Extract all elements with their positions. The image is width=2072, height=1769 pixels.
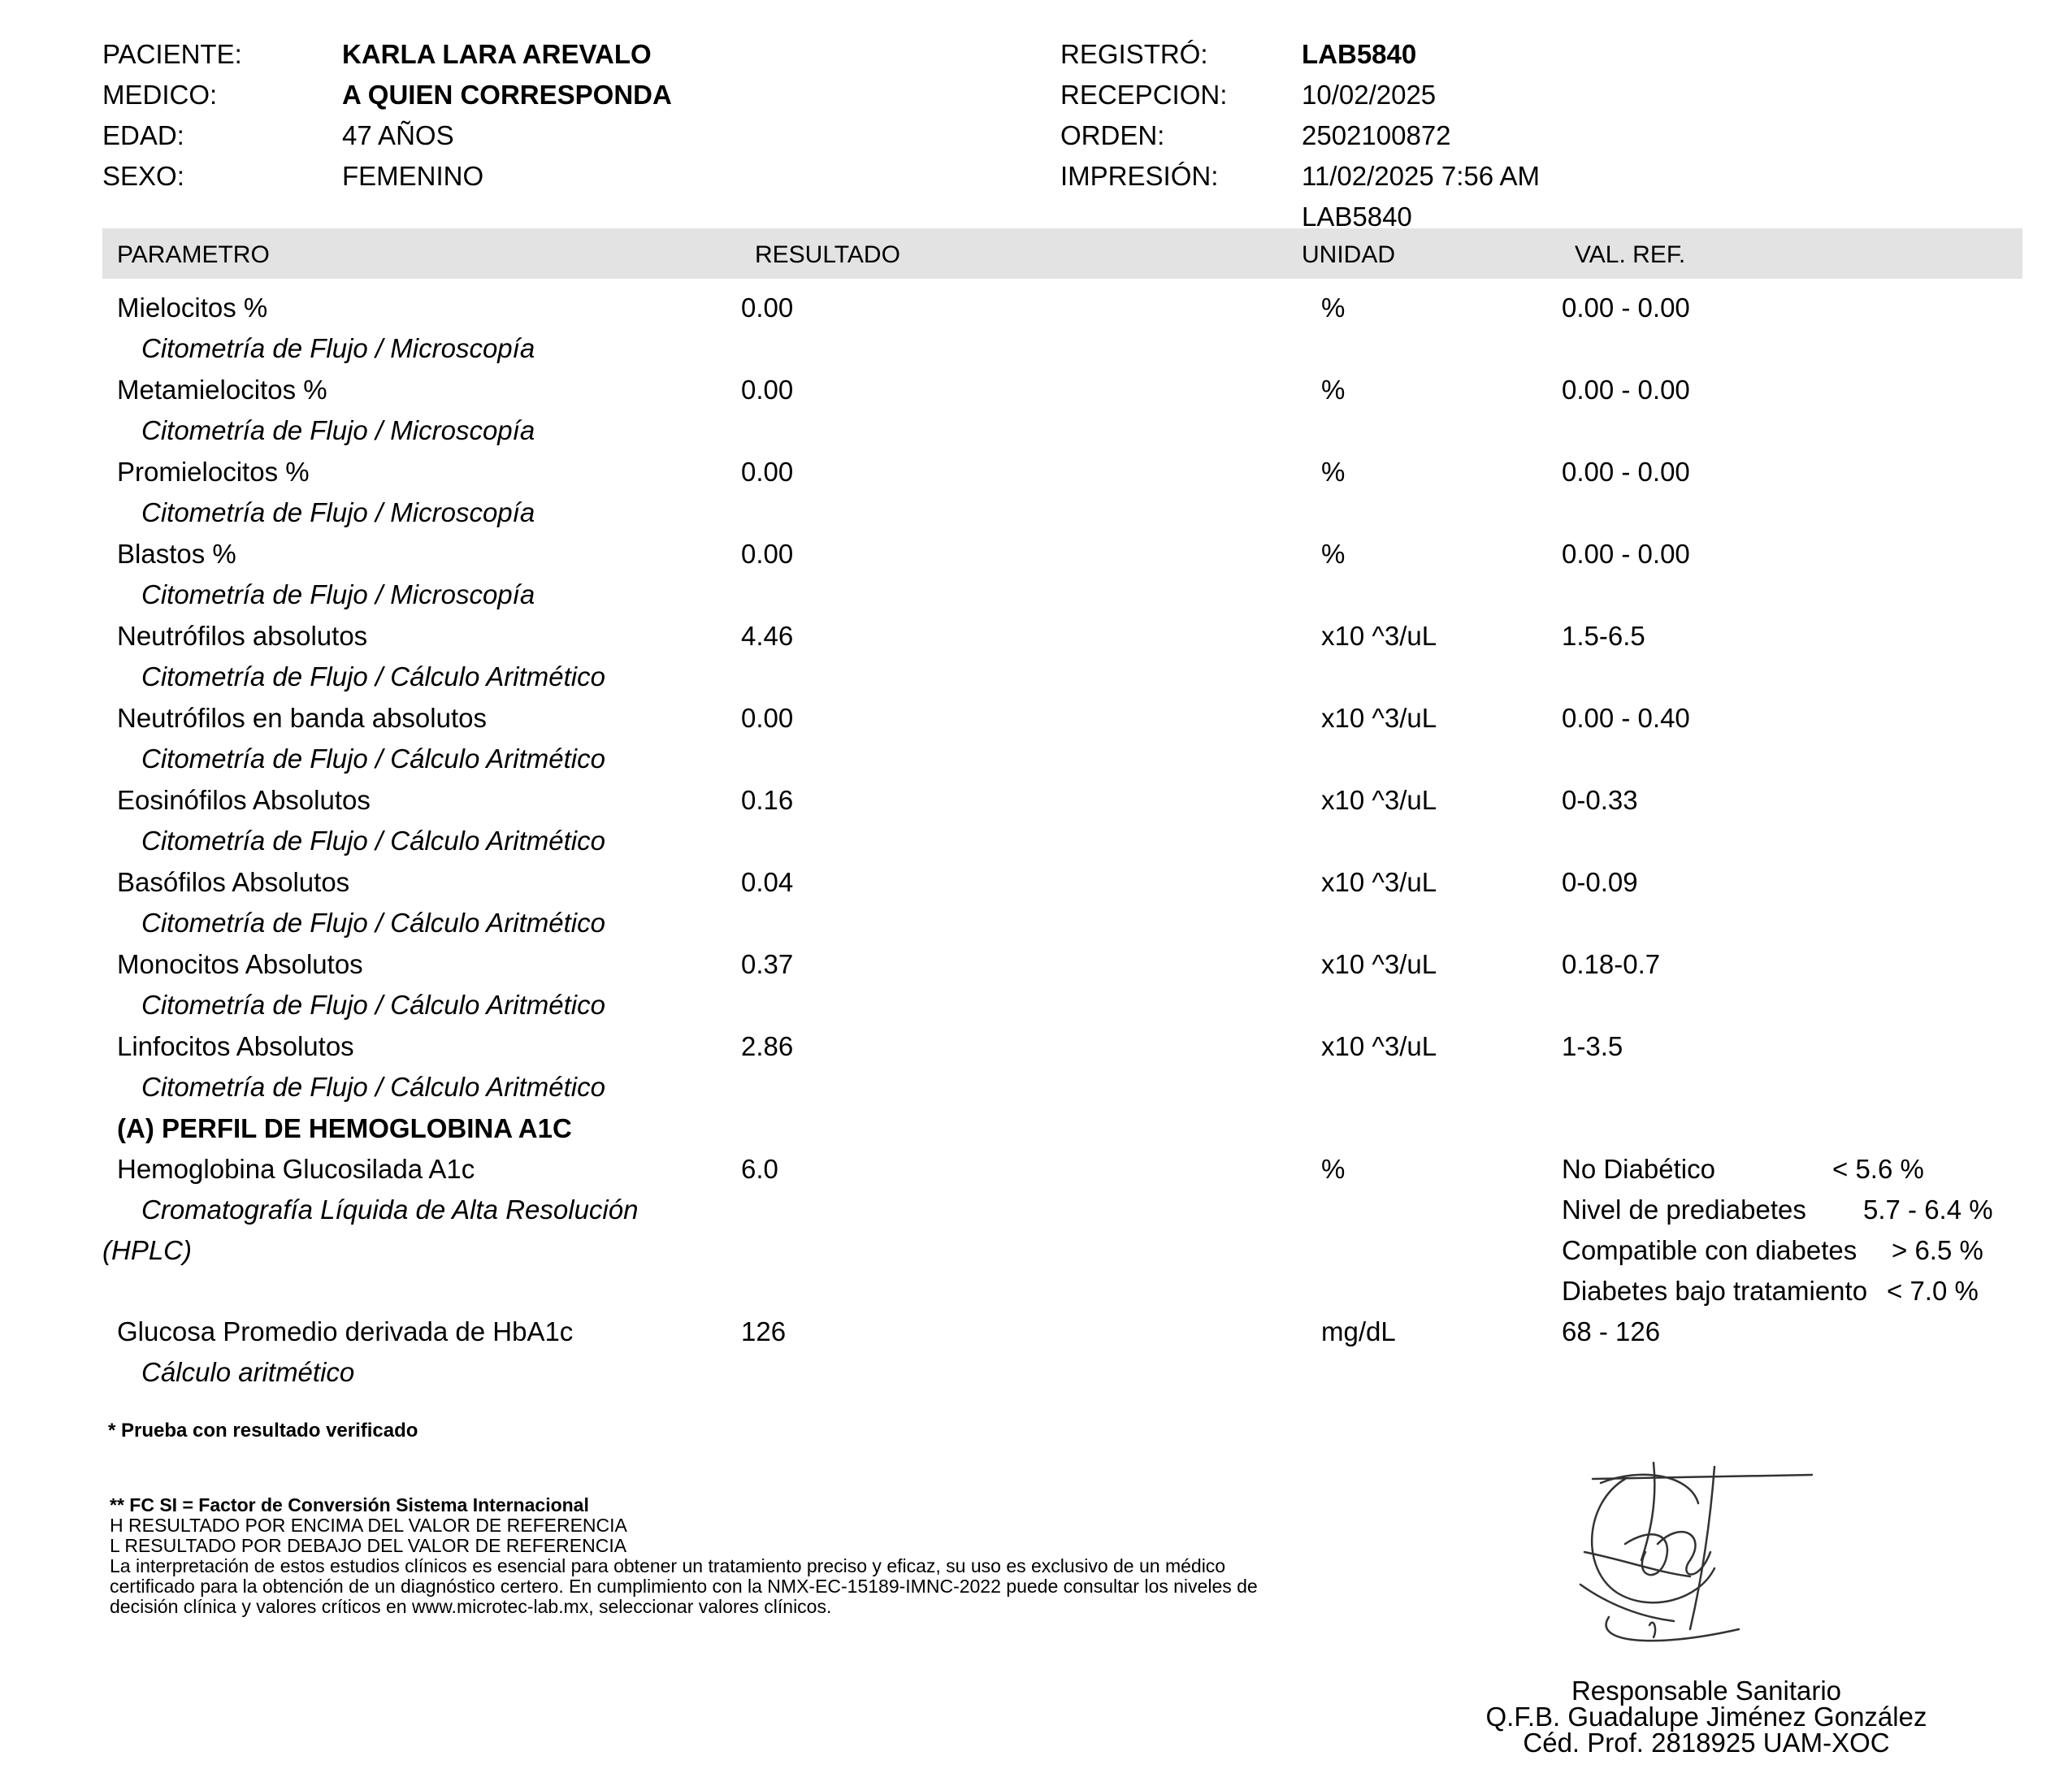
row-method: Citometría de Flujo / Microscopía — [141, 579, 535, 609]
row-method: Citometría de Flujo / Cálculo Aritmético — [141, 1072, 605, 1102]
glucosa-ref: 68 - 126 — [1562, 1316, 1661, 1346]
impresion-label: IMPRESIÓN: — [1060, 161, 1219, 191]
ref-value-tratamiento: < 7.0 % — [1887, 1276, 1979, 1306]
row-result: 0.00 — [741, 539, 794, 569]
row-result: 0.16 — [741, 785, 794, 815]
signature-role: Responsable Sanitario — [1571, 1676, 1842, 1706]
row-method: Citometría de Flujo / Microscopía — [141, 415, 535, 445]
glucosa-result: 126 — [741, 1316, 787, 1346]
row-unit: x10 ^3/uL — [1321, 703, 1437, 733]
edad-value: 47 AÑOS — [342, 120, 454, 150]
row-param: Mielocitos % — [117, 293, 268, 323]
row-unit: % — [1321, 375, 1346, 405]
row-result: 2.86 — [741, 1031, 794, 1061]
col-header-valref: VAL. REF. — [1575, 241, 1686, 268]
ref-label-tratamiento: Diabetes bajo tratamiento — [1562, 1276, 1868, 1306]
glucosa-param: Glucosa Promedio derivada de HbA1c — [117, 1316, 574, 1346]
signature-cedula: Céd. Prof. 2818925 UAM-XOC — [1523, 1728, 1890, 1758]
paciente-label: PACIENTE: — [102, 39, 242, 69]
l-note: L RESULTADO POR DEBAJO DEL VALOR DE REFERENCIA — [110, 1535, 627, 1556]
row-unit: x10 ^3/uL — [1321, 785, 1437, 815]
row-method: Citometría de Flujo / Microscopía — [141, 333, 535, 363]
registro-label: REGISTRÓ: — [1060, 39, 1208, 69]
row-param: Eosinófilos Absolutos — [117, 785, 371, 815]
glucosa-method: Cálculo aritmético — [141, 1357, 355, 1387]
disclaimer-line2: certificado para la obtención de un diagnóstico certero. En cumplimiento con la NMX-EC-15189-IMNC-2022 puede consultar los niveles de — [110, 1576, 1258, 1597]
row-ref: 0.00 - 0.00 — [1562, 293, 1690, 323]
row-result: 0.37 — [741, 949, 794, 979]
hba1c-method-line2: (HPLC) — [102, 1235, 193, 1265]
row-result: 0.00 — [741, 703, 794, 733]
fc-si-note: ** FC SI = Factor de Conversión Sistema Internacional — [110, 1494, 589, 1515]
row-ref: 0.00 - 0.00 — [1562, 539, 1690, 569]
row-ref: 0.00 - 0.40 — [1562, 703, 1690, 733]
impresion-user: LAB5840 — [1302, 202, 1412, 232]
row-ref: 1.5-6.5 — [1562, 621, 1645, 651]
row-method: Citometría de Flujo / Cálculo Aritmético — [141, 661, 605, 692]
medico-value: A QUIEN CORRESPONDA — [342, 80, 672, 110]
row-unit: x10 ^3/uL — [1321, 949, 1437, 979]
row-unit: % — [1321, 457, 1346, 487]
row-unit: % — [1321, 293, 1346, 323]
ref-value-no-diabetico: < 5.6 % — [1832, 1154, 1924, 1184]
row-ref: 0-0.09 — [1562, 867, 1638, 897]
glucosa-unit: mg/dL — [1321, 1316, 1396, 1346]
row-param: Promielocitos % — [117, 457, 310, 487]
orden-value: 2502100872 — [1302, 120, 1451, 150]
row-result: 0.00 — [741, 293, 794, 323]
row-method: Citometría de Flujo / Cálculo Aritmético — [141, 990, 605, 1020]
row-result: 4.46 — [741, 621, 794, 651]
hba1c-method-line1: Cromatografía Líquida de Alta Resolución — [141, 1195, 639, 1225]
verified-note: * Prueba con resultado verificado — [108, 1420, 418, 1442]
sexo-label: SEXO: — [102, 161, 184, 191]
registro-value: LAB5840 — [1302, 39, 1417, 69]
signature-image — [1576, 1455, 1820, 1658]
col-header-unidad: UNIDAD — [1302, 241, 1396, 268]
disclaimer-line1: La interpretación de estos estudios clínicos es esencial para obtener un tratamiento preciso y eficaz, su uso es exclusivo de un médico — [110, 1555, 1226, 1576]
recepcion-label: RECEPCION: — [1060, 80, 1228, 110]
disclaimer-line3: decisión clínica y valores críticos en www.microtec-lab.mx, seleccionar valores clínicos. — [110, 1596, 832, 1617]
impresion-value: 11/02/2025 7:56 AM — [1302, 161, 1540, 191]
row-unit: x10 ^3/uL — [1321, 867, 1437, 897]
ref-label-no-diabetico: No Diabético — [1562, 1154, 1715, 1184]
row-method: Citometría de Flujo / Cálculo Aritmético — [141, 744, 605, 774]
hba1c-unit: % — [1321, 1154, 1346, 1184]
ref-label-prediabetes: Nivel de prediabetes — [1562, 1195, 1806, 1225]
row-param: Basófilos Absolutos — [117, 867, 350, 897]
section-title: (A) PERFIL DE HEMOGLOBINA A1C — [117, 1113, 572, 1143]
row-ref: 1-3.5 — [1562, 1031, 1623, 1061]
row-result: 0.00 — [741, 457, 794, 487]
ref-value-prediabetes: 5.7 - 6.4 % — [1863, 1195, 1993, 1225]
row-param: Monocitos Absolutos — [117, 949, 363, 979]
paciente-value: KARLA LARA AREVALO — [342, 39, 652, 69]
sexo-value: FEMENINO — [342, 161, 484, 191]
row-unit: x10 ^3/uL — [1321, 621, 1437, 651]
row-ref: 0-0.33 — [1562, 785, 1638, 815]
row-result: 0.00 — [741, 375, 794, 405]
col-header-parametro: PARAMETRO — [117, 241, 270, 268]
edad-label: EDAD: — [102, 120, 184, 150]
row-ref: 0.00 - 0.00 — [1562, 457, 1690, 487]
hba1c-result: 6.0 — [741, 1154, 778, 1184]
ref-value-compatible: > 6.5 % — [1892, 1235, 1983, 1265]
recepcion-value: 10/02/2025 — [1302, 80, 1437, 110]
row-method: Citometría de Flujo / Cálculo Aritmético — [141, 826, 605, 856]
medico-label: MEDICO: — [102, 80, 218, 110]
row-ref: 0.00 - 0.00 — [1562, 375, 1690, 405]
row-unit: % — [1321, 539, 1346, 569]
row-param: Neutrófilos absolutos — [117, 621, 368, 651]
row-result: 0.04 — [741, 867, 794, 897]
hba1c-param: Hemoglobina Glucosilada A1c — [117, 1154, 475, 1184]
signature-name: Q.F.B. Guadalupe Jiménez González — [1485, 1702, 1927, 1732]
row-param: Metamielocitos % — [117, 375, 327, 405]
row-method: Citometría de Flujo / Microscopía — [141, 497, 535, 527]
h-note: H RESULTADO POR ENCIMA DEL VALOR DE REFERENCIA — [110, 1515, 627, 1536]
table-header-band — [102, 228, 2022, 279]
row-param: Blastos % — [117, 539, 236, 569]
row-unit: x10 ^3/uL — [1321, 1031, 1437, 1061]
row-param: Neutrófilos en banda absolutos — [117, 703, 487, 733]
orden-label: ORDEN: — [1060, 120, 1165, 150]
row-ref: 0.18-0.7 — [1562, 949, 1661, 979]
col-header-resultado: RESULTADO — [755, 241, 900, 268]
row-method: Citometría de Flujo / Cálculo Aritmético — [141, 908, 605, 938]
ref-label-compatible: Compatible con diabetes — [1562, 1235, 1857, 1265]
row-param: Linfocitos Absolutos — [117, 1031, 354, 1061]
